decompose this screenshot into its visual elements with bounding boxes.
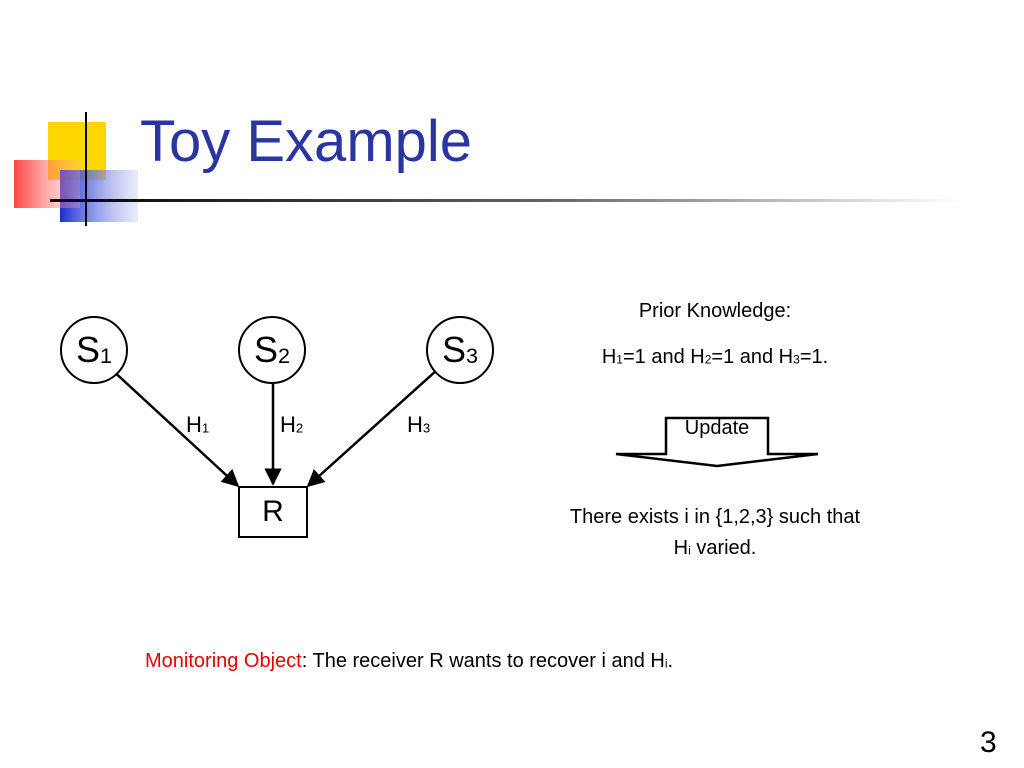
sender-node-s3 [426,316,494,384]
sender-label: $S_2$ [253,329,291,370]
monitoring-object: Monitoring Object: The receiver R wants to recover i and $H_i$. [145,650,674,672]
edge-s1-r [110,368,238,486]
prior-knowledge-statement: $H_1=1$ and $H_2=1$ and $H_3=1$. [601,346,829,368]
update-label: Update [684,417,750,439]
sender-node-s2 [238,316,306,384]
sender-node-s1 [60,316,128,384]
receiver-node: R [238,486,308,538]
page-number: 3 [980,726,997,759]
result-line-2: $H_i$ varied. [673,537,757,559]
slide-title: Toy Example [140,109,473,174]
edge-label-h3: $H_3$ [407,412,431,437]
result-line-1: There exists i in {1,2,3} such that [569,506,861,528]
monitoring-object-label: Monitoring Object [145,650,302,672]
prior-knowledge-heading: Prior Knowledge: [638,300,792,322]
edge-label-h1: $H_1$ [186,412,210,437]
sender-label: $S_1$ [75,329,113,370]
edge-label-h2: $H_2$ [280,412,304,437]
sender-label: $S_3$ [441,329,479,370]
